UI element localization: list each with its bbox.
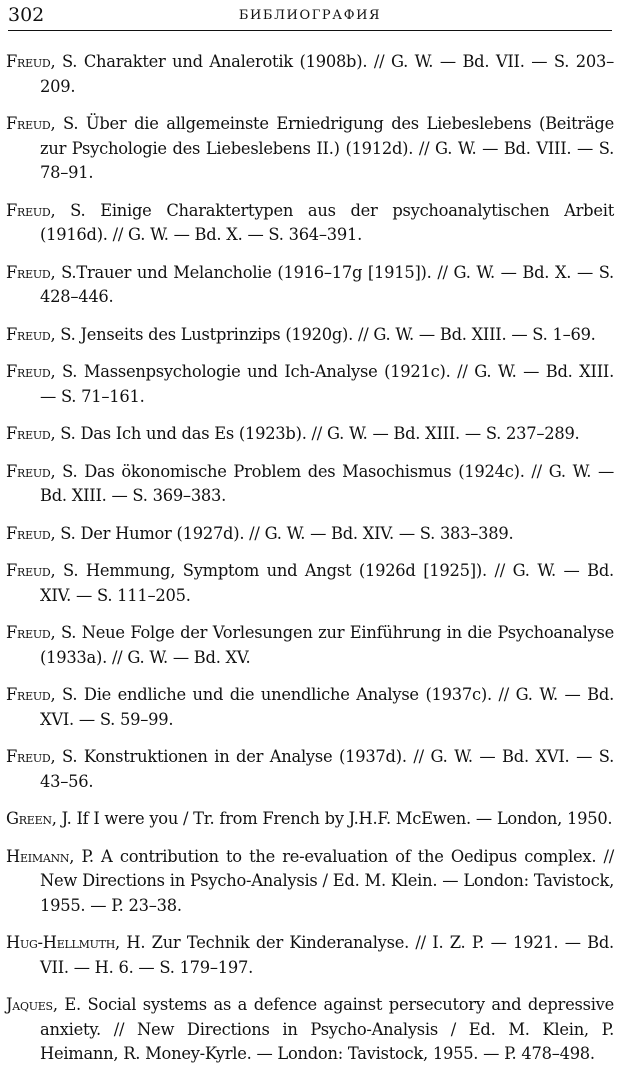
entry-author: Freud, S. (6, 523, 76, 543)
entry-text: Einige Charaktertypen aus der psychoanalytischen Arbeit (1916d). // G. W. — Bd. X. — S. 364–391. (40, 200, 614, 244)
bibliography-entry (6, 559, 614, 608)
bibliography-entry (6, 522, 614, 547)
entry-author: Jaques, E. (6, 995, 81, 1014)
entry-text: Das ökonomische Problem des Masochismus (1924c). // G. W. — Bd. XIII. — S. 369–383. (40, 461, 614, 505)
entry-author: Hug-Hellmuth, H. (6, 933, 146, 952)
entry-text: Die endliche und die unendliche Analyse (1937c). // G. W. — Bd. XVI. — S. 59–99. (40, 685, 614, 729)
entry-author: Heimann, P. (6, 846, 94, 866)
entry-author: Freud, S. (6, 262, 77, 282)
entry-author: Freud, S. (6, 114, 79, 133)
bibliography-entry (6, 460, 614, 509)
entry-author: Freud, S. (6, 200, 86, 220)
entry-author: Freud, S. (6, 424, 76, 443)
bibliography-entry (6, 112, 614, 186)
entry-text: Social systems as a defence against persecutory and depressive anxiety. // New Directions in Psycho-Analysis / Ed. M. Klein, P. Heimann, R. Money-Kyrle. — London: Tavistock, 1955. — P. 478–498. (40, 995, 614, 1063)
bibliography-entry (6, 621, 614, 670)
entry-author: Freud, S. (6, 685, 78, 704)
bibliography-entry (6, 683, 614, 732)
entry-text: Zur Technik der Kinderanalyse. // I. Z. P. — 1921. — Bd. VII. — H. 6. — S. 179–197. (40, 933, 614, 977)
running-title: БИБЛИОГРАФИЯ (238, 8, 382, 23)
bibliography-entry (6, 931, 614, 980)
entry-text: Neue Folge der Vorlesungen zur Einführung in die Psychoanalyse (1933a). // G. W. — Bd. XV. (40, 623, 614, 667)
bibliography-list (6, 50, 614, 1080)
bibliography-entry (6, 199, 614, 248)
entry-author: Freud, S. (6, 362, 78, 381)
bibliography-entry (6, 807, 614, 832)
entry-text: Massenpsychologie und Ich-Analyse (1921c). // G. W. — Bd. XIII. — S. 71–161. (40, 362, 614, 406)
bibliography-entry (6, 50, 614, 99)
entry-author: Freud, S. (6, 747, 78, 766)
entry-text: If I were you / Tr. from French by J.H.F. McEwen. — London, 1950. (71, 809, 613, 828)
entry-text: Konstruktionen in der Analyse (1937d). // G. W. — Bd. XVI. — S. 43–56. (40, 747, 614, 791)
entry-text: A contribution to the re-evaluation of the Oedipus complex. // New Directions in Psycho-Analysis / Ed. M. Klein. — London: Tavistock, 1955. — P. 23–38. (40, 846, 614, 915)
entry-author: Green, J. (6, 809, 72, 828)
bibliography-entry (6, 422, 614, 447)
entry-text: Das Ich und das Es (1923b). // G. W. — Bd. XIII. — S. 237–289. (75, 424, 580, 443)
page-header (8, 4, 612, 31)
entry-author: Freud, S. (6, 561, 79, 580)
bibliography-entry (6, 745, 614, 794)
entry-text: Über die allgemeinste Erniedrigung des Liebeslebens (Beiträge zur Psychologie des Liebeslebens II.) (1912d). // G. W. — Bd. VIII. — S. 78–91. (40, 114, 614, 182)
entry-author: Freud, S. (6, 52, 78, 71)
entry-text: Der Humor (1927d). // G. W. — Bd. XIV. — S. 383–389. (75, 523, 514, 543)
entry-text: Trauer und Melancholie (1916–17g [1915]). // G. W. — Bd. X. — S. 428–446. (40, 262, 614, 306)
page-number: 302 (8, 4, 45, 26)
entry-author: Freud, S. (6, 623, 77, 642)
bibliography-entry (6, 261, 614, 310)
bibliography-entry (6, 360, 614, 409)
entry-text: Jenseits des Lustprinzips (1920g). // G. W. — Bd. XIII. — S. 1–69. (75, 324, 596, 344)
bibliography-entry (6, 323, 614, 348)
entry-author: Freud, S. (6, 461, 78, 481)
bibliography-entry (6, 845, 614, 919)
bibliography-entry (6, 993, 614, 1067)
entry-text: Charakter und Analerotik (1908b). // G. W. — Bd. VII. — S. 203–209. (40, 52, 614, 96)
entry-text: Hemmung, Symptom und Angst (1926d [1925]). // G. W. — Bd. XIV. — S. 111–205. (40, 561, 614, 605)
entry-author: Freud, S. (6, 324, 76, 344)
